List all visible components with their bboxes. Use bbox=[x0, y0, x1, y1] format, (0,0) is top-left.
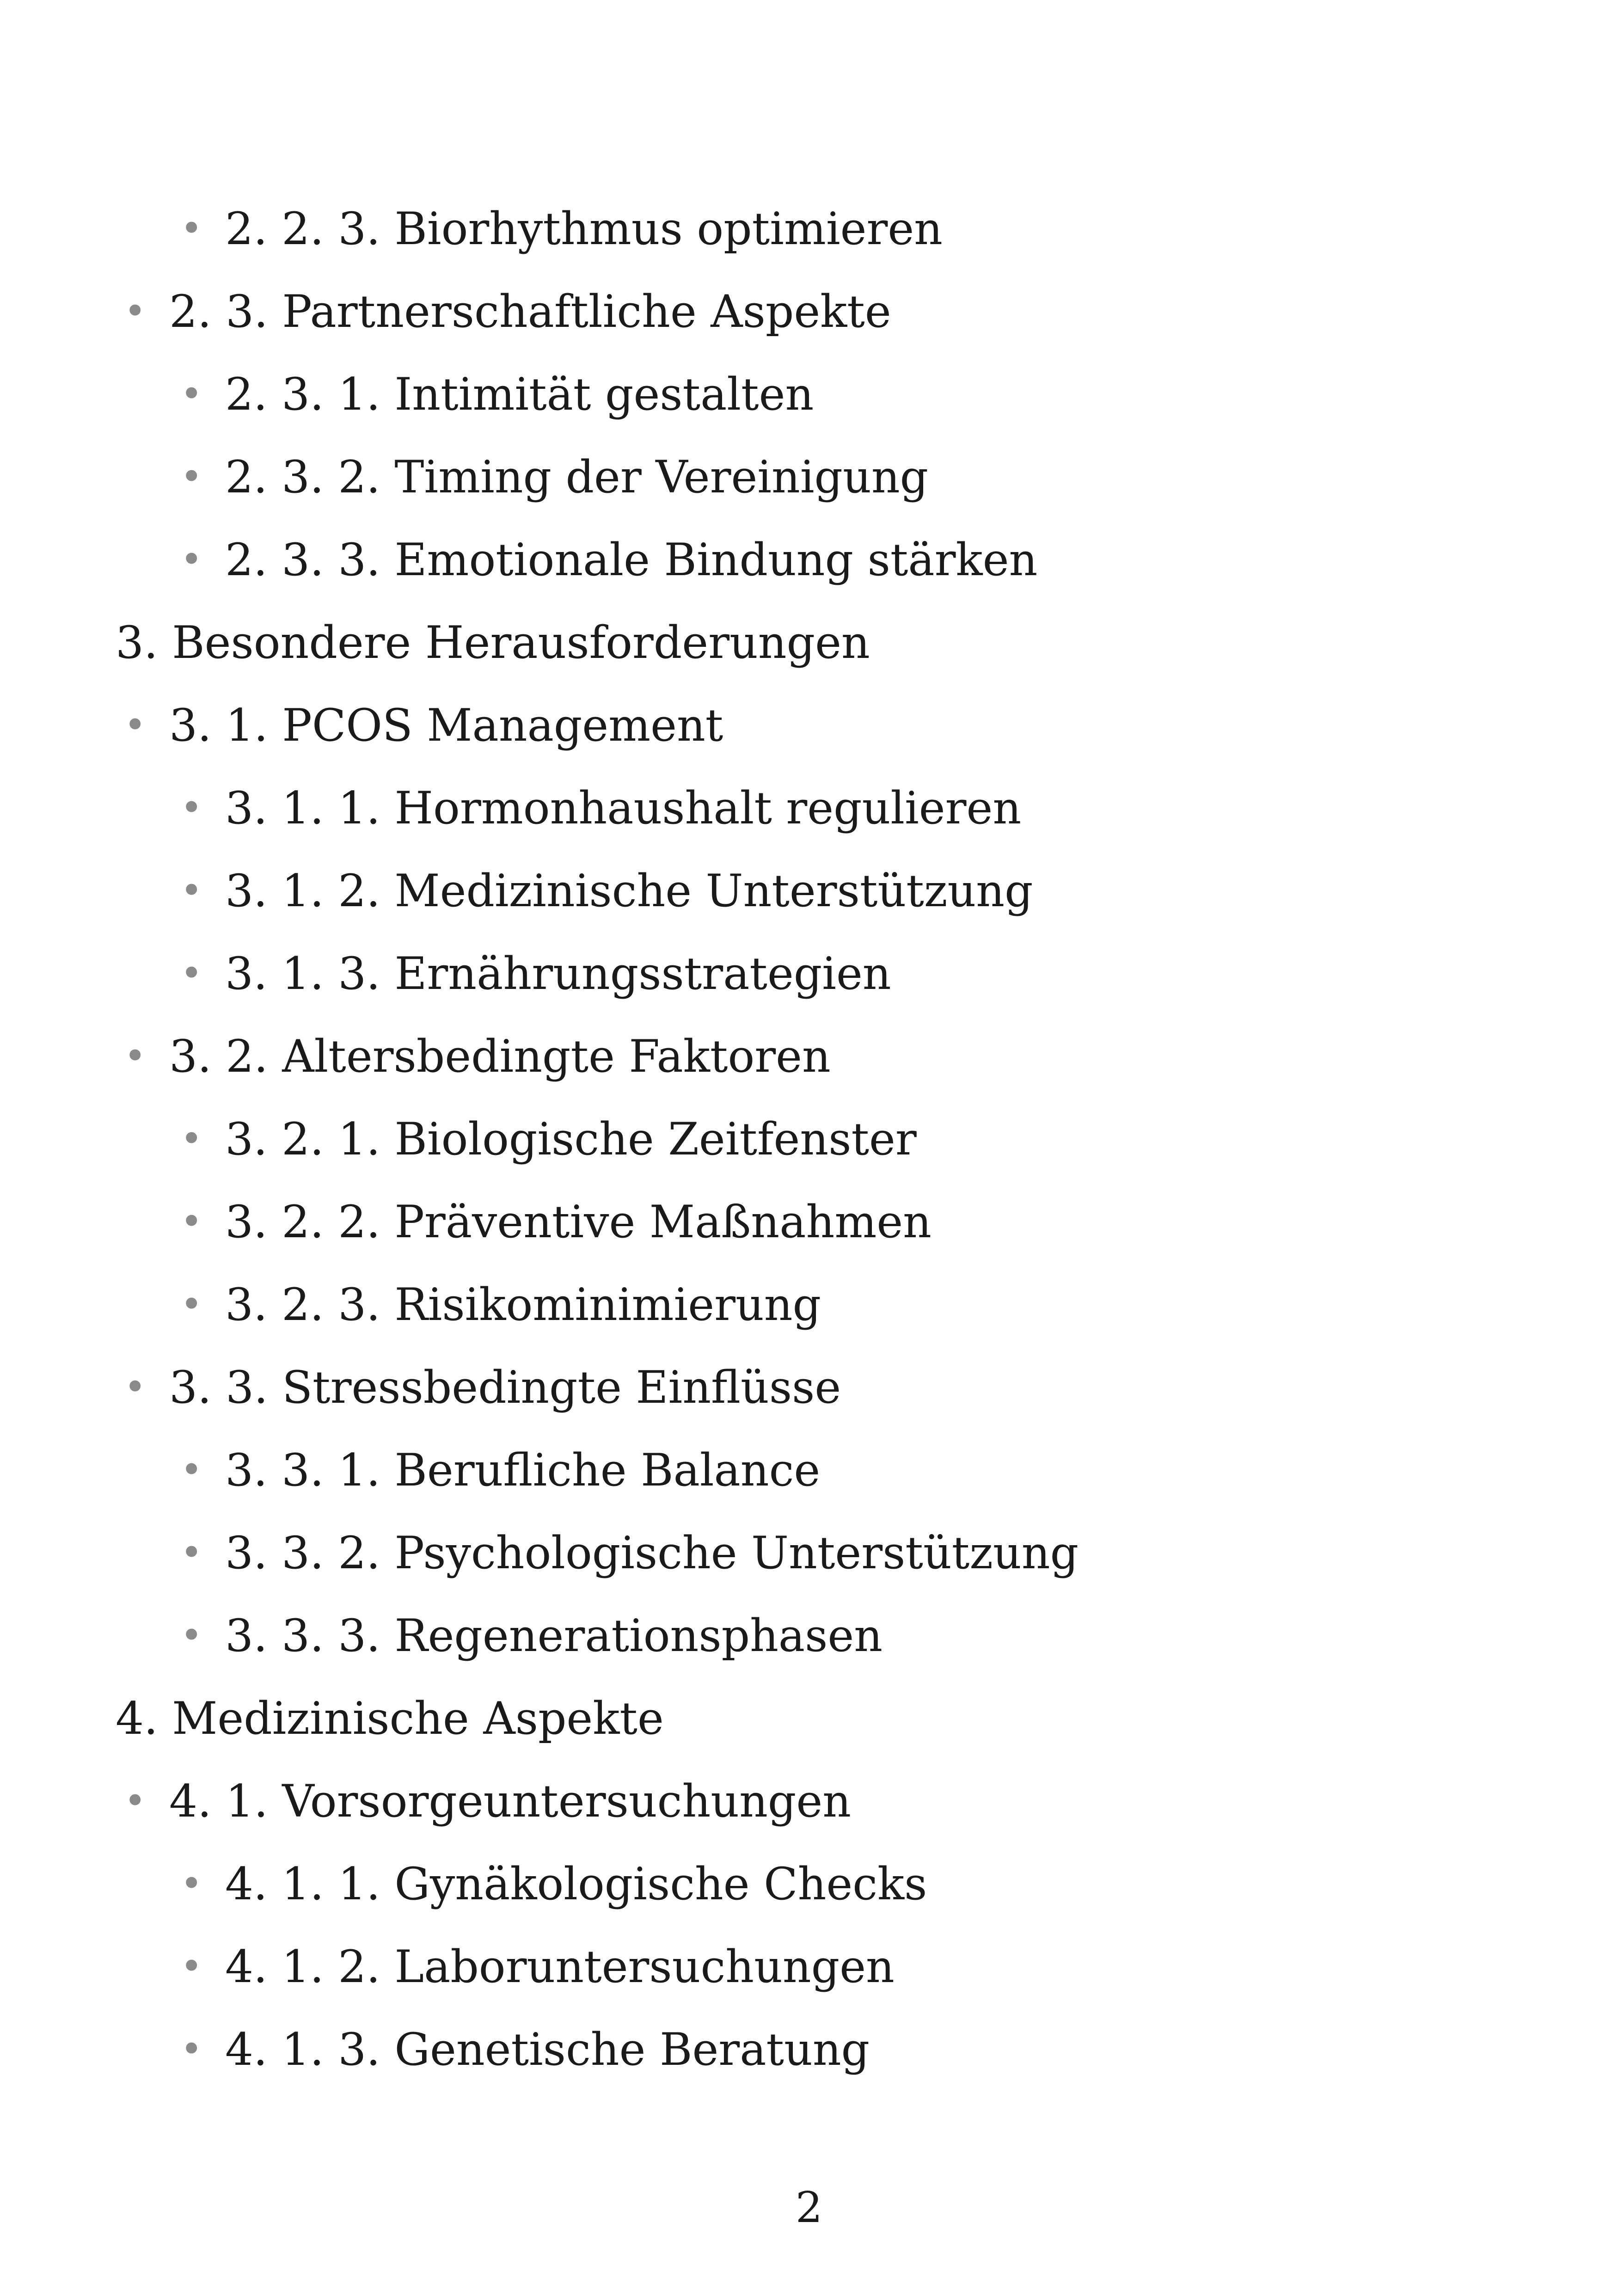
bullet-icon: • bbox=[180, 2027, 203, 2071]
bullet-icon: • bbox=[180, 869, 203, 913]
toc-entry-text: 3. 1. PCOS Management bbox=[169, 700, 723, 751]
toc-entry-text: 3. 3. 1. Berufliche Balance bbox=[225, 1444, 821, 1496]
bullet-icon: • bbox=[180, 538, 203, 582]
toc-entry-text: 4. 1. 1. Gynäkologische Checks bbox=[225, 1858, 927, 1910]
bullet-icon: • bbox=[180, 952, 203, 995]
bullet-icon: • bbox=[180, 1945, 203, 1989]
toc-entry-text: 3. 1. 2. Medizinische Unterstützung bbox=[225, 865, 1033, 917]
page-number: 2 bbox=[795, 2183, 823, 2232]
toc-entry-text: 2. 3. 3. Emotionale Bindung stärken bbox=[225, 534, 1038, 586]
toc-entry-text: 3. 3. Stressbedingte Einflüsse bbox=[169, 1362, 841, 1413]
toc-entry-text: 4. 1. 3. Genetische Beratung bbox=[225, 2024, 870, 2075]
toc-entry-text: 3. 3. 3. Regenerationsphasen bbox=[225, 1610, 883, 1662]
bullet-icon: • bbox=[180, 372, 203, 416]
bullet-icon: • bbox=[124, 1034, 147, 1078]
bullet-icon: • bbox=[180, 1614, 203, 1658]
toc-entry-text: 3. 2. 3. Risikominimierung bbox=[225, 1279, 821, 1331]
bullet-icon: • bbox=[124, 289, 147, 333]
toc-entry-text: 3. 2. 1. Biologische Zeitfenster bbox=[225, 1113, 917, 1165]
bullet-icon: • bbox=[124, 1779, 147, 1823]
toc-entry-text: 3. 1. 1. Hormonhaushalt regulieren bbox=[225, 782, 1022, 834]
bullet-icon: • bbox=[180, 1862, 203, 1906]
bullet-icon: • bbox=[180, 1200, 203, 1244]
toc-entry-text: 3. Besondere Herausforderungen bbox=[116, 617, 870, 669]
bullet-icon: • bbox=[180, 207, 203, 251]
toc-entry-text: 3. 2. 2. Präventive Maßnahmen bbox=[225, 1196, 932, 1248]
bullet-icon: • bbox=[180, 786, 203, 830]
toc-entry-text: 4. 1. 2. Laboruntersuchungen bbox=[225, 1941, 895, 1993]
bullet-icon: • bbox=[180, 1117, 203, 1161]
toc-entry-text: 3. 1. 3. Ernährungsstrategien bbox=[225, 948, 891, 1000]
bullet-icon: • bbox=[124, 703, 147, 747]
toc-entry-text: 4. 1. Vorsorgeuntersuchungen bbox=[169, 1775, 852, 1827]
toc-entry-text: 4. Medizinische Aspekte bbox=[116, 1693, 664, 1744]
toc-entry-text: 2. 3. 1. Intimität gestalten bbox=[225, 368, 814, 420]
toc-entry-text: 2. 3. 2. Timing der Vereinigung bbox=[225, 451, 929, 503]
toc-entry-text: 3. 2. Altersbedingte Faktoren bbox=[169, 1031, 831, 1082]
toc-entry-text: 2. 3. Partnerschaftliche Aspekte bbox=[169, 286, 891, 338]
bullet-icon: • bbox=[180, 455, 203, 499]
bullet-icon: • bbox=[124, 1365, 147, 1409]
bullet-icon: • bbox=[180, 1531, 203, 1575]
bullet-icon: • bbox=[180, 1283, 203, 1326]
bullet-icon: • bbox=[180, 1448, 203, 1492]
toc-entry-text: 3. 3. 2. Psychologische Unterstützung bbox=[225, 1527, 1079, 1579]
toc-entry-text: 2. 2. 3. Biorhythmus optimieren bbox=[225, 203, 943, 255]
